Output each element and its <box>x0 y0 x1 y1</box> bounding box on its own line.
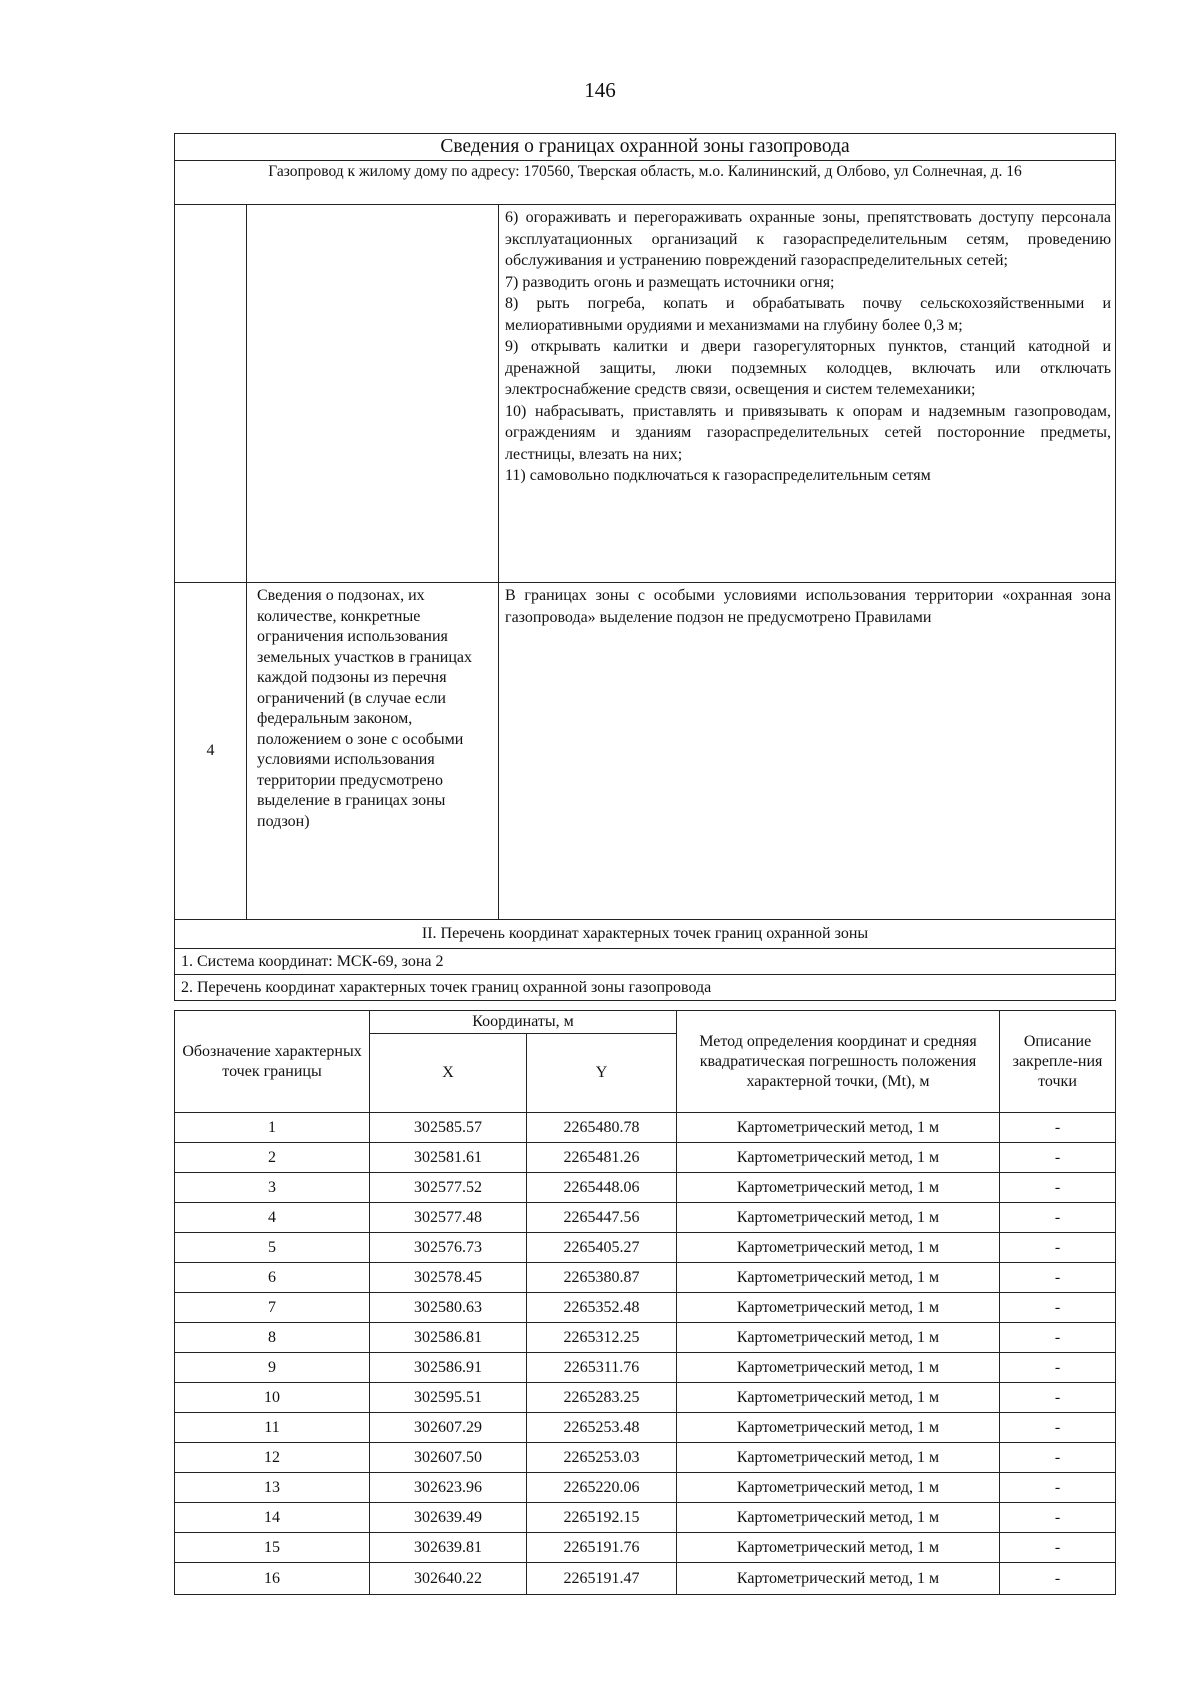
description-cell: - <box>1000 1263 1116 1293</box>
y-cell: 2265447.56 <box>527 1203 677 1233</box>
table-row <box>175 1473 1116 1503</box>
description-cell: - <box>1000 1383 1116 1413</box>
restrictions-number-cell <box>175 205 247 583</box>
table-row <box>175 1203 1116 1233</box>
page-number: 146 <box>584 78 616 102</box>
coordinate-system: 1. Система координат: МСК-69, зона 2 <box>175 949 1116 975</box>
zone-info-table <box>174 133 1116 1001</box>
description-cell: - <box>1000 1413 1116 1443</box>
header-point: Обозначение характерных точек границы <box>175 1011 370 1113</box>
table-row <box>175 1113 1116 1143</box>
point-cell: 5 <box>175 1233 370 1263</box>
method-cell: Картометрический метод, 1 м <box>677 1293 1000 1323</box>
y-cell: 2265380.87 <box>527 1263 677 1293</box>
header-coordinates: Координаты, м <box>370 1011 677 1034</box>
method-cell: Картометрический метод, 1 м <box>677 1353 1000 1383</box>
restriction-item: 7) разводить огонь и размещать источники огня; <box>505 273 835 291</box>
x-cell: 302576.73 <box>370 1233 527 1263</box>
y-cell: 2265480.78 <box>527 1113 677 1143</box>
y-cell: 2265448.06 <box>527 1173 677 1203</box>
point-cell: 14 <box>175 1503 370 1533</box>
x-cell: 302585.57 <box>370 1113 527 1143</box>
y-cell: 2265283.25 <box>527 1383 677 1413</box>
point-cell: 3 <box>175 1173 370 1203</box>
method-cell: Картометрический метод, 1 м <box>677 1443 1000 1473</box>
point-cell: 4 <box>175 1203 370 1233</box>
point-cell: 8 <box>175 1323 370 1353</box>
description-cell: - <box>1000 1173 1116 1203</box>
table-row <box>175 1563 1116 1595</box>
description-cell: - <box>1000 1233 1116 1263</box>
method-cell: Картометрический метод, 1 м <box>677 1413 1000 1443</box>
restriction-item: 8) рыть погреба, копать и обрабатывать почву сельскохозяйственными и мелиоративными орудиями и механизмами на глубину более 0,3 м; <box>505 295 1112 334</box>
restriction-item: 9) открывать калитки и двери газорегуляторных пунктов, станций катодной и дренажной защиты, люки подземных колодцев, включать или отключать электроснабжение средств связи, освещения и систем телемеханики; <box>505 338 1112 398</box>
restrictions-label-cell <box>247 205 499 583</box>
method-cell: Картометрический метод, 1 м <box>677 1263 1000 1293</box>
method-cell: Картометрический метод, 1 м <box>677 1113 1000 1143</box>
description-cell: - <box>1000 1533 1116 1563</box>
y-cell: 2265312.25 <box>527 1323 677 1353</box>
point-cell: 2 <box>175 1143 370 1173</box>
description-cell: - <box>1000 1443 1116 1473</box>
table-row <box>175 1533 1116 1563</box>
points-list-title: 2. Перечень координат характерных точек границ охранной зоны газопровода <box>175 975 1116 1001</box>
method-cell: Картометрический метод, 1 м <box>677 1143 1000 1173</box>
table-row <box>175 1383 1116 1413</box>
table-row <box>175 1143 1116 1173</box>
restriction-item: 11) самовольно подключаться к газораспределительным сетям <box>505 467 931 484</box>
table-row <box>175 1233 1116 1263</box>
point-cell: 6 <box>175 1263 370 1293</box>
table-row <box>175 1293 1116 1323</box>
point-cell: 7 <box>175 1293 370 1323</box>
point-cell: 11 <box>175 1413 370 1443</box>
point-cell: 1 <box>175 1113 370 1143</box>
restrictions-list <box>499 205 1116 583</box>
point-cell: 10 <box>175 1383 370 1413</box>
method-cell: Картометрический метод, 1 м <box>677 1503 1000 1533</box>
x-cell: 302607.50 <box>370 1443 527 1473</box>
y-cell: 2265352.48 <box>527 1293 677 1323</box>
x-cell: 302578.45 <box>370 1263 527 1293</box>
description-cell: - <box>1000 1473 1116 1503</box>
description-cell: - <box>1000 1323 1116 1353</box>
subzones-row-number: 4 <box>175 583 247 920</box>
y-cell: 2265405.27 <box>527 1233 677 1263</box>
point-cell: 12 <box>175 1443 370 1473</box>
point-cell: 13 <box>175 1473 370 1503</box>
header-description: Описание закрепле-ния точки <box>1000 1011 1116 1113</box>
header-method: Метод определения координат и средняя квадратическая погрешность положения характерной точки, (Mt), м <box>677 1011 1000 1113</box>
method-cell: Картометрический метод, 1 м <box>677 1533 1000 1563</box>
x-cell: 302580.63 <box>370 1293 527 1323</box>
point-cell: 9 <box>175 1353 370 1383</box>
point-cell: 16 <box>175 1563 370 1595</box>
x-cell: 302639.49 <box>370 1503 527 1533</box>
point-cell: 15 <box>175 1533 370 1563</box>
method-cell: Картометрический метод, 1 м <box>677 1203 1000 1233</box>
table-row <box>175 1503 1116 1533</box>
description-cell: - <box>1000 1203 1116 1233</box>
y-cell: 2265481.26 <box>527 1143 677 1173</box>
x-cell: 302623.96 <box>370 1473 527 1503</box>
method-cell: Картометрический метод, 1 м <box>677 1563 1000 1595</box>
table-row <box>175 1353 1116 1383</box>
method-cell: Картометрический метод, 1 м <box>677 1173 1000 1203</box>
document-title: Сведения о границах охранной зоны газопровода <box>175 134 1116 161</box>
x-cell: 302595.51 <box>370 1383 527 1413</box>
y-cell: 2265253.48 <box>527 1413 677 1443</box>
table-row <box>175 1443 1116 1473</box>
description-cell: - <box>1000 1503 1116 1533</box>
table-row <box>175 1413 1116 1443</box>
x-cell: 302586.81 <box>370 1323 527 1353</box>
subzones-label: Сведения о подзонах, их количестве, конкретные ограничения использования земельных участков в границах каждой подзоны из перечня ограничений (в случае если федеральным законом, положением о зоне с особыми условиями использования территории предусмотрено выделение в границах зоны подзон) <box>247 583 499 920</box>
coordinates-table <box>174 1010 1116 1595</box>
y-cell: 2265220.06 <box>527 1473 677 1503</box>
x-cell: 302581.61 <box>370 1143 527 1173</box>
x-cell: 302639.81 <box>370 1533 527 1563</box>
method-cell: Картометрический метод, 1 м <box>677 1473 1000 1503</box>
x-cell: 302577.52 <box>370 1173 527 1203</box>
description-cell: - <box>1000 1353 1116 1383</box>
restriction-item: 6) огораживать и перегораживать охранные зоны, препятствовать доступу персонала эксплуатационных организаций к газораспределительным сетям, проведению обслуживания и устранению повреждений газораспределительных сетей; <box>505 209 1112 269</box>
description-cell: - <box>1000 1563 1116 1595</box>
x-cell: 302607.29 <box>370 1413 527 1443</box>
y-cell: 2265311.76 <box>527 1353 677 1383</box>
x-cell: 302577.48 <box>370 1203 527 1233</box>
object-address: Газопровод к жилому дому по адресу: 170560, Тверская область, м.о. Калининский, д Олбово, ул Солнечная, д. 16 <box>175 161 1116 205</box>
subzones-text: В границах зоны с особыми условиями использования территории «охранная зона газопровода» выделение подзон не предусмотрено Правилами <box>499 583 1116 920</box>
table-row <box>175 1323 1116 1353</box>
table-row <box>175 1173 1116 1203</box>
description-cell: - <box>1000 1113 1116 1143</box>
header-y: Y <box>527 1034 677 1113</box>
method-cell: Картометрический метод, 1 м <box>677 1323 1000 1353</box>
method-cell: Картометрический метод, 1 м <box>677 1233 1000 1263</box>
section-2-title: II. Перечень координат характерных точек границ охранной зоны <box>175 920 1116 949</box>
description-cell: - <box>1000 1143 1116 1173</box>
restriction-item: 10) набрасывать, приставлять и привязывать к опорам и надземным газопроводам, ограждениям и зданиям газораспределительных сетей посторонние предметы, лестницы, влезать на них; <box>505 402 1112 463</box>
y-cell: 2265191.47 <box>527 1563 677 1595</box>
x-cell: 302586.91 <box>370 1353 527 1383</box>
table-row <box>175 1263 1116 1293</box>
y-cell: 2265192.15 <box>527 1503 677 1533</box>
y-cell: 2265253.03 <box>527 1443 677 1473</box>
x-cell: 302640.22 <box>370 1563 527 1595</box>
method-cell: Картометрический метод, 1 м <box>677 1383 1000 1413</box>
description-cell: - <box>1000 1293 1116 1323</box>
header-x: X <box>370 1034 527 1113</box>
y-cell: 2265191.76 <box>527 1533 677 1563</box>
